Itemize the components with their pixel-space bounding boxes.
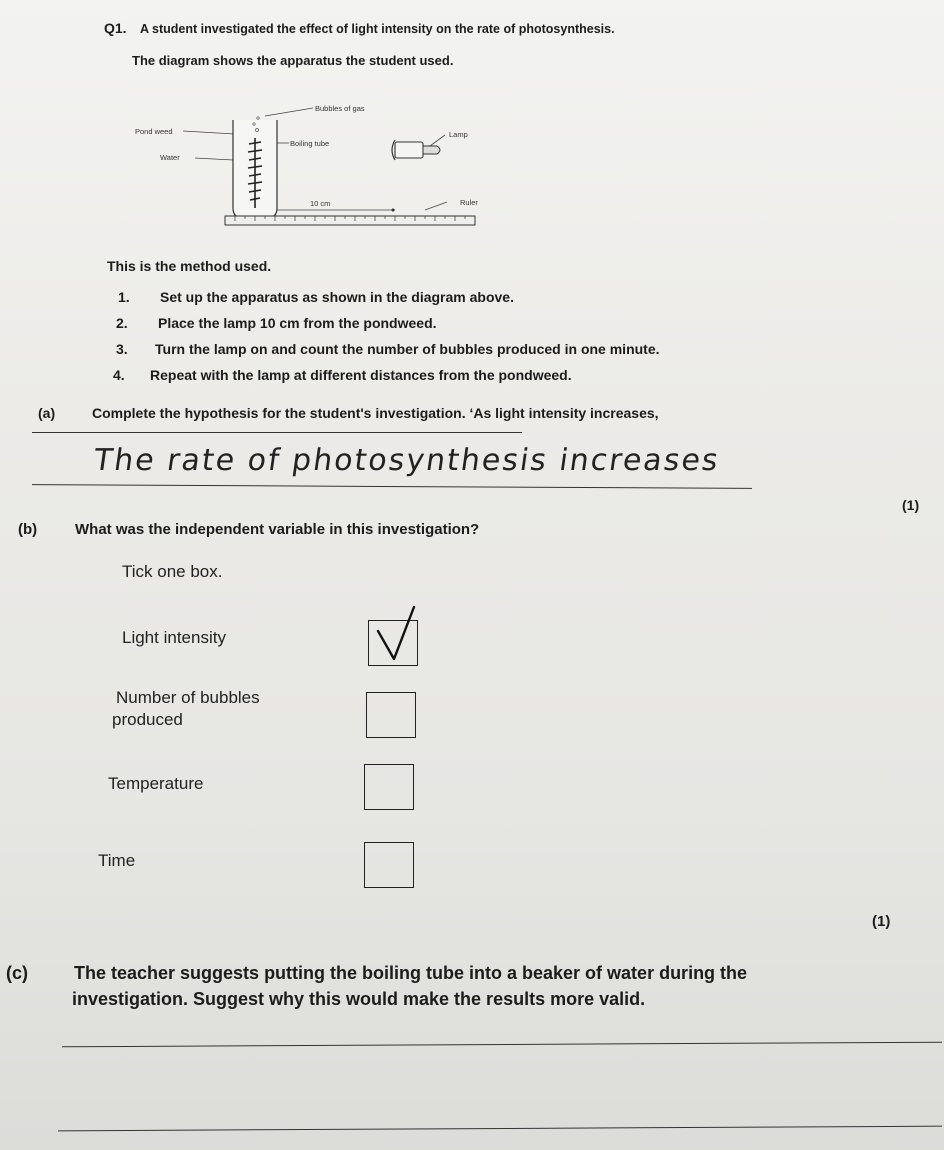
checkbox-time[interactable] (364, 842, 414, 888)
answer-line[interactable] (58, 1126, 942, 1132)
question-intro-2: The diagram shows the apparatus the student used. (132, 53, 454, 68)
label-pond-weed: Pond weed (135, 127, 173, 136)
option-label-temperature: Temperature (108, 774, 204, 793)
part-b-question: What was the independent variable in this investigation? (75, 521, 480, 538)
apparatus-diagram (125, 98, 485, 238)
label-boiling-tube: Boiling tube (290, 139, 330, 148)
method-step: 2. Place the lamp 10 cm from the pondweed. (116, 315, 437, 331)
part-c-question-line2: investigation. Suggest why this would make the results more valid. (72, 989, 646, 1009)
answer-line[interactable] (62, 1042, 942, 1048)
label-lamp: Lamp (449, 130, 468, 139)
part-a-question: Complete the hypothesis for the student's investigation. ‘As light intensity increases, (92, 405, 659, 421)
part-c-label: (c) (6, 963, 28, 983)
checkbox-number-of-bubbles[interactable] (366, 692, 416, 738)
label-ruler: Ruler (460, 198, 478, 207)
answer-line (32, 432, 522, 433)
option-label-light-intensity: Light intensity (122, 628, 226, 647)
tick-mark-icon (370, 603, 432, 665)
method-step: 4. Repeat with the lamp at different distances from the pondweed. (113, 367, 572, 383)
part-b-label: (b) (18, 521, 38, 538)
part-a-handwritten-answer: The rate of photosynthesis increases (91, 443, 723, 478)
method-step: 3. Turn the lamp on and count the number of bubbles produced in one minute. (116, 341, 660, 357)
checkbox-temperature[interactable] (364, 764, 414, 810)
option-label-time: Time (98, 851, 136, 870)
question-intro: A student investigated the effect of light intensity on the rate of photosynthesis. (140, 22, 615, 36)
tick-instruction: Tick one box. (122, 562, 223, 581)
part-b-marks: (1) (872, 913, 891, 930)
method-step: 1. Set up the apparatus as shown in the diagram above. (118, 289, 514, 305)
part-a-label: (a) (38, 405, 56, 421)
label-bubbles: Bubbles of gas (315, 104, 365, 113)
question-number: Q1. (104, 20, 127, 36)
label-distance: 10 cm (310, 199, 331, 208)
label-water: Water (160, 153, 180, 162)
part-a-marks: (1) (902, 497, 920, 513)
option-label-number-of-bubbles-line2: produced (112, 710, 183, 729)
answer-line[interactable] (32, 484, 752, 489)
option-label-number-of-bubbles: Number of bubbles (116, 688, 260, 707)
part-c-question: The teacher suggests putting the boiling tube into a beaker of water during the (74, 963, 748, 983)
method-title: This is the method used. (107, 258, 272, 274)
